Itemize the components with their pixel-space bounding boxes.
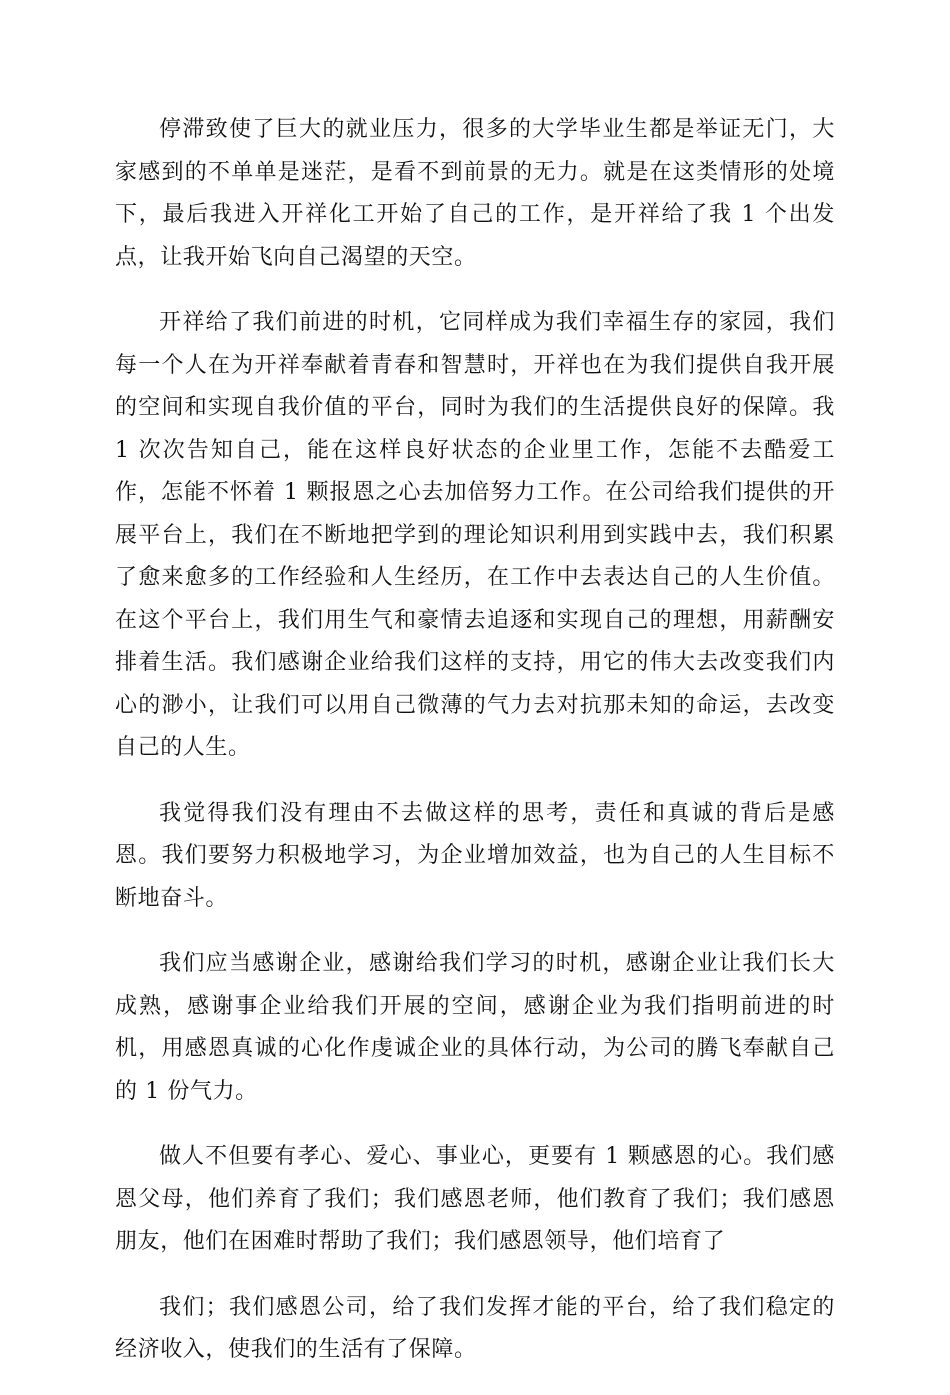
paragraph-6: 我们；我们感恩公司，给了我们发挥才能的平台，给了我们稳定的经济收入，使我们的生活有了保障。	[115, 1294, 835, 1362]
paragraph-3: 我觉得我们没有理由不去做这样的思考，责任和真诚的背后是感恩。我们要努力积极地学习，为企业增加效益，也为自己的人生目标不断地奋斗。	[115, 800, 835, 911]
paragraph-5: 做人不但要有孝心、爱心、事业心，更要有 1 颗感恩的心。我们感恩父母，他们养育了我们；我们感恩老师，他们教育了我们；我们感恩朋友，他们在困难时帮助了我们；我们感恩领导，他们培育了	[115, 1144, 835, 1254]
paragraph-2: 开祥给了我们前进的时机，它同样成为我们幸福生存的家园，我们每一个人在为开祥奉献着青春和智慧时，开祥也在为我们提供自我开展的空间和实现自我价值的平台，同时为我们的生活提供良好的保障。我 1 次次告知自己，能在这样良好状态的企业里工作，怎能不去酷爱工作，怎能不怀着 1 颗报恩之心去加倍努力工作。在公司给我们提供的开展平台上，我们在不断地把学到的理论知识利用到实践中去，我们积累了愈来愈多的工作经验和人生经历，在工作中去表达自己的人生价值。在这个平台上，我们用生气和豪情去追逐和实现自己的理想，用薪酬安排着生活。我们感谢企业给我们这样的支持，用它的伟大去改变我们内心的渺小，让我们可以用自己微薄的气力去对抗那未知的命运，去改变自己的人生。	[115, 310, 835, 760]
document-body	[115, 109, 835, 1395]
paragraph-1: 停滞致使了巨大的就业压力，很多的大学毕业生都是举证无门，大家感到的不单单是迷茫，是看不到前景的无力。就是在这类情形的处境下，最后我进入开祥化工开始了自己的工作，是开祥给了我 1 个出发点，让我开始飞向自己渴望的天空。	[115, 117, 835, 270]
paragraph-4: 我们应当感谢企业，感谢给我们学习的时机，感谢企业让我们长大成熟，感谢事企业给我们开展的空间，感谢企业为我们指明前进的时机，用感恩真诚的心化作虔诚企业的具体行动，为公司的腾飞奉献自己的 1 份气力。	[115, 951, 835, 1104]
